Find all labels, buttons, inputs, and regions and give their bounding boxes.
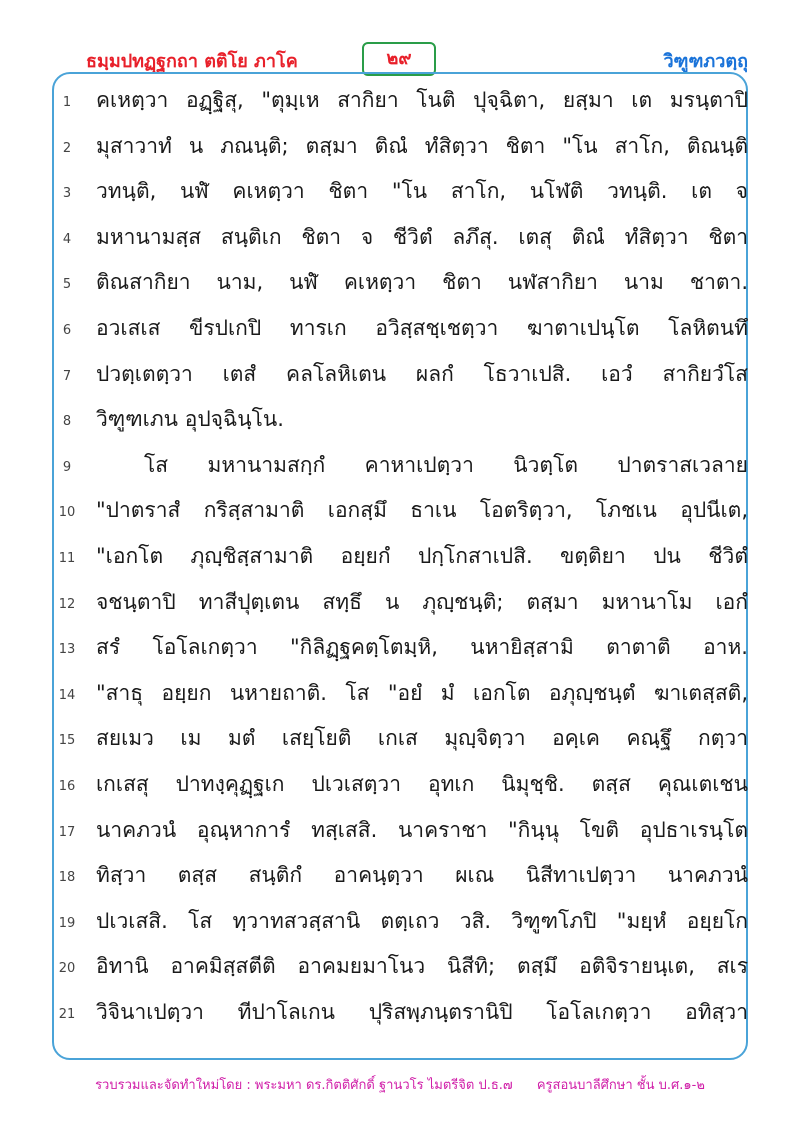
line-text: "เอกโต ภุญฺชิสฺสามาติ อยฺยกํ ปกฺโกสาเปสิ. ขตฺติยา ปน ชีวิตํ (96, 543, 748, 568)
text-line (52, 718, 748, 764)
line-text: อิทานิ อาคมิสฺสตีติ อาคมยมาโนว นิสีทิ; ตสฺมึ อติจิรายนฺเต, สเร (96, 954, 748, 979)
line-text: โส มหานามสกฺกํ คาหาเปตฺวา นิวตฺโต ปาตราสเวลาย (144, 452, 748, 477)
line-number: 4 (62, 231, 72, 247)
page-footer (0, 1074, 800, 1095)
text-line (52, 536, 748, 582)
line-text: วิฑูฑเภน อุปจฺฉินฺโน. (96, 407, 284, 432)
text-line (52, 80, 748, 126)
line-text: ปเวเสสิ. โส ทฺวาทสวสฺสานิ ตตฺเถว วสิ. วิฑูฑโภปิ "มยฺหํ อยฺยโก (96, 908, 748, 933)
line-number: 9 (62, 459, 72, 475)
line-number: 14 (58, 687, 76, 703)
line-number: 8 (62, 414, 72, 430)
line-text: สยเมว เม มตํ เสยฺโยติ เกเส มุญฺจิตฺวา อคฺเค คณฺฐึ กตฺวา (96, 726, 748, 751)
line-number: 17 (58, 824, 76, 840)
line-text: คเหตฺวา อฏฺฐิสุ, "ตุมฺเห สากิยา โนติ ปุจฺฉิตา, ยสฺมา เต มรนฺตาปิ (96, 88, 748, 112)
line-text: จชนฺตาปิ ทาสีปุตฺเตน สทฺธึ น ภุญฺชนฺติ; ตสฺมา มหานาโม เอกํ (96, 589, 748, 614)
text-line (52, 992, 748, 1038)
text-line (52, 354, 748, 400)
line-text: วทนฺติ, นฬํ คเหตฺวา ชิตา "โน สาโก, นโฬติ วทนฺติ. เต จ (96, 179, 748, 204)
line-number: 16 (58, 778, 76, 794)
footer-compiler: รวบรวมและจัดทำใหม่โดย : พระมหา ดร.กิตติศักดิ์ ฐานวโร ไมตรีจิต ป.ธ.๗ (95, 1078, 513, 1093)
text-line (52, 171, 748, 217)
line-number: 13 (58, 642, 76, 658)
text-line (52, 490, 748, 536)
text-line (52, 764, 748, 810)
book-title: ธมฺมปทฏฺฐกถา ตติโย ภาโค (86, 51, 298, 72)
line-number: 19 (58, 915, 76, 931)
line-number: 5 (62, 277, 72, 293)
text-line (52, 582, 748, 628)
text-line (52, 445, 748, 491)
line-number: 3 (62, 186, 72, 202)
line-number: 20 (58, 961, 76, 977)
line-number: 10 (58, 505, 76, 521)
chapter-title: วิฑูฑภวตฺถุ (663, 51, 748, 72)
line-number: 12 (58, 596, 76, 612)
line-text: เกเสสุ ปาทงฺคุฏฺฐเก ปเวเสตฺวา อุทเก นิมุชฺชิ. ตสฺส คุณเตเชน (96, 771, 748, 796)
line-number: 11 (58, 550, 76, 566)
line-number: 7 (62, 368, 72, 384)
line-text: นาคภวนํ อุณฺหาการํ ทสฺเสสิ. นาคราชา "กินฺนุ โขติ อุปธาเรนฺโต (96, 817, 748, 842)
line-text: ปวตฺเตตฺวา เตสํ คลโลหิเตน ผลกํ โธวาเปสิ. เอวํ สากิยวํโส (96, 361, 748, 386)
line-text: ติณสากิยา นาม, นฬํ คเหตฺวา ชิตา นฬสากิยา นาม ชาตา. (96, 270, 748, 295)
line-text: อวเสเส ขีรปเกปิ ทารเก อวิสฺสชฺเชตฺวา ฆาตาเปนฺโต โลหิตนทึ (96, 315, 748, 340)
line-number: 18 (58, 870, 76, 886)
footer-course: ครูสอนบาลีศึกษา ชั้น บ.ศ.๑-๒ (536, 1078, 705, 1093)
text-line (52, 126, 748, 172)
line-text: "สาธุ อยฺยก นหายถาติ. โส "อยํ มํ เอกโต อภุญฺชนฺตํ ฆาเตสฺสติ, (96, 680, 748, 705)
line-text: ทิสฺวา ตสฺส สนฺติกํ อาคนฺตฺวา ผเณ นิสีทาเปตฺวา นาคภวนํ (96, 863, 748, 888)
text-line (52, 673, 748, 719)
line-text: "ปาตราสํ กริสฺสามาติ เอกสฺมึ ธาเน โอตริตฺวา, โภชเน อุปนีเต, (96, 498, 748, 523)
text-line (52, 399, 748, 445)
text-line (52, 217, 748, 263)
text-line (52, 901, 748, 947)
text-line (52, 262, 748, 308)
text-line (52, 946, 748, 992)
line-text: วิจินาเปตฺวา ทีปาโลเกน ปุริสพฺภนฺตรานิปิ โอโลเกตฺวา อทิสฺวา (96, 999, 748, 1024)
line-text: มหานามสฺส สนฺติเก ชิตา จ ชีวิตํ ลภึสุ. เตสุ ติณํ ทํสิตฺวา ชิตา (96, 224, 748, 249)
line-number: 1 (62, 95, 72, 110)
text-lines (52, 80, 748, 1037)
line-number: 2 (62, 140, 72, 156)
text-line (52, 627, 748, 673)
line-number: 21 (58, 1006, 76, 1022)
line-number: 15 (58, 733, 76, 749)
text-line (52, 810, 748, 856)
text-line (52, 855, 748, 901)
text-line (52, 308, 748, 354)
line-text: สรํ โอโลเกตฺวา "กิลิฏฺฐคตฺโตมฺหิ, นหายิสฺสามิ ตาตาติ อาห. (96, 635, 748, 660)
line-text: มุสาวาทํ น ภณนฺติ; ตสฺมา ติณํ ทํสิตฺวา ชิตา "โน สาโก, ติณนฺติ (96, 133, 748, 158)
page-number: ๒๙ (362, 42, 436, 76)
line-number: 6 (62, 322, 72, 338)
